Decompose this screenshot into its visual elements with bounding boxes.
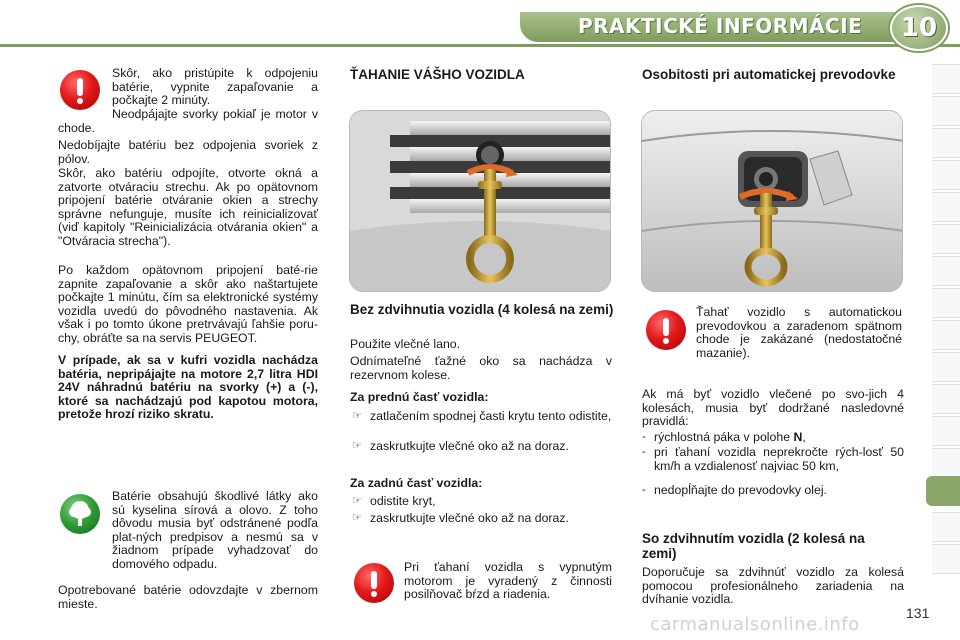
- tow-eye-location: Odnímateľné ťažné oko sa nachádza v rezervnom kolese.: [350, 354, 612, 382]
- side-tab[interactable]: [932, 192, 960, 222]
- front-tow-illustration: [350, 111, 611, 292]
- side-tab[interactable]: [932, 288, 960, 318]
- lifted-tow-text: Doporučuje sa zdvihnúť vozidlo za kolesá pomocou profesionálneho zariadenia na dvíhanie vozidla.: [642, 565, 904, 607]
- battery-para-5: Po každom opätovnom pripojení baté-rie zapnite zapaľovanie a skôr ako naštartujete počkajte 1 minútu, čím sa elektronické systémy vozidla uvedú do pôvodného nastavenia. Ak však i po tomto úkone pretrvávajú ľahšie poru-chy, obráťte sa na servis PEUGEOT.: [58, 263, 318, 345]
- rear-tow-title: Za zadnú časť vozidla:: [350, 476, 483, 490]
- front-tow-photo: [349, 110, 611, 292]
- warning-icon: [354, 563, 394, 603]
- side-tab[interactable]: [932, 416, 960, 446]
- towing-rules-intro: Ak má byť vozidlo vlečené po svo-jich 4 kolesách, musia byť dodržané nasledovné pravidlá:: [642, 387, 904, 429]
- towing-title: ŤAHANIE VÁŠHO VOZIDLA: [350, 67, 525, 82]
- rear-step-1: ☞ odistite kryt,: [352, 494, 436, 508]
- header-line: [0, 44, 960, 47]
- rear-tow-illustration: [642, 111, 903, 292]
- side-tab[interactable]: [932, 512, 960, 542]
- rear-step-2: ☞ zaskrutkujte vlečné oko až na doraz.: [352, 511, 569, 525]
- warning-icon: [646, 310, 686, 350]
- side-tab[interactable]: [932, 384, 960, 414]
- automatic-gearbox-title: Osobitosti pri automatickej prevodovke: [642, 67, 896, 82]
- eco-para-1: Batérie obsahujú škodlivé látky ako sú kyselina sírová a olovo. Z toho dôvodu musia byť odstránené podľa plat-ných predpisov a nesmú sa v žiadnom prípade vyhadzovať do domového odpadu.: [112, 489, 318, 571]
- battery-para-1: Skôr, ako pristúpite k odpojeniu batérie, vypnite zapaľovanie a počkajte 2 minúty.: [112, 66, 318, 108]
- side-tab[interactable]: [932, 448, 960, 478]
- dash-mark: -: [642, 431, 646, 443]
- side-tab[interactable]: [932, 160, 960, 190]
- side-tab[interactable]: [932, 224, 960, 254]
- chapter-number: 10: [890, 5, 948, 51]
- brake-warning: Pri ťahaní vozidla s vypnutým motorom je vyradený z činnosti posilňovač bŕzd a riadenia.: [404, 560, 612, 602]
- rear-tow-photo: [641, 110, 903, 292]
- front-tow-title: Za prednú časť vozidla:: [350, 390, 489, 404]
- bullet-hand-icon: ☞: [352, 495, 362, 507]
- eco-para-2: Opotrebované batérie odovzdajte v zbernom mieste.: [58, 583, 318, 611]
- page-title: PRAKTICKÉ INFORMÁCIE: [578, 14, 863, 38]
- side-tab[interactable]: [932, 96, 960, 126]
- battery-para-6: V prípade, ak sa v kufri vozidla nachádza batéria, nepripájajte na motore 2,7 litra HDI 24V náhradnú batériu na svorky (+) a (-), ktoré sa nachádzajú pod kapotou motora, pretože hrozí riziko skratu.: [58, 353, 318, 422]
- bullet-hand-icon: ☞: [352, 512, 362, 524]
- battery-para-2: Neodpájajte svorky pokiaľ je motor v chode.: [58, 107, 318, 135]
- page-number: 131: [906, 605, 930, 621]
- battery-para-4: Skôr, ako batériu odpojíte, otvorte okná a zatvorte otváraciu strechu. Ak po opätovnom pripojení batérie otváranie okien a strechy správne nefunguje, musíte ich reinicializovať (viď kapitoly "Reinicializácia otvárania okien" a "Otváracia strecha").: [58, 166, 318, 248]
- dash-mark: -: [642, 484, 646, 496]
- page-header: [0, 0, 960, 52]
- rule-2: - pri ťahaní vozidla neprekročte rých-losť 50 km/h a vzdialenosť najviac 50 km,: [642, 445, 904, 473]
- side-tab-active[interactable]: [926, 476, 960, 506]
- battery-para-3: Nedobíjajte batériu bez odpojenia svoriek z pólov.: [58, 138, 318, 166]
- lifted-tow-title: So zdvihnutím vozidla (2 kolesá na zemi): [642, 531, 865, 561]
- tow-rope-text: Použite vlečné lano.: [350, 337, 461, 351]
- watermark: carmanualsonline.info: [650, 614, 860, 635]
- front-step-2: ☞ zaskrutkujte vlečné oko až na doraz.: [352, 439, 569, 453]
- reverse-tow-warning: Ťahať vozidlo s automatickou prevodovkou a zaradenom spätnom chode je zakázané (nedostatočné mazanie).: [696, 305, 902, 360]
- eco-para-start: [112, 490, 318, 572]
- rule-3: - nedopĺňajte do prevodovky olej.: [642, 483, 827, 497]
- rule-1: - rýchlostná páka v polohe N,: [642, 430, 806, 444]
- bullet-hand-icon: ☞: [352, 440, 362, 452]
- side-tab[interactable]: [932, 256, 960, 286]
- side-tab[interactable]: [932, 352, 960, 382]
- warning-icon: [60, 70, 100, 110]
- dash-mark: -: [642, 446, 646, 458]
- bullet-hand-icon: ☞: [352, 410, 362, 422]
- side-tab[interactable]: [932, 64, 960, 94]
- side-tab[interactable]: [932, 320, 960, 350]
- no-lift-subtitle: Bez zdvihnutia vozidla (4 kolesá na zemi): [350, 302, 614, 317]
- front-step-1: ☞ zatlačením spodnej časti krytu tento odistite,: [352, 409, 612, 423]
- side-tab[interactable]: [932, 544, 960, 574]
- side-tab[interactable]: [932, 128, 960, 158]
- environment-icon: [60, 494, 100, 534]
